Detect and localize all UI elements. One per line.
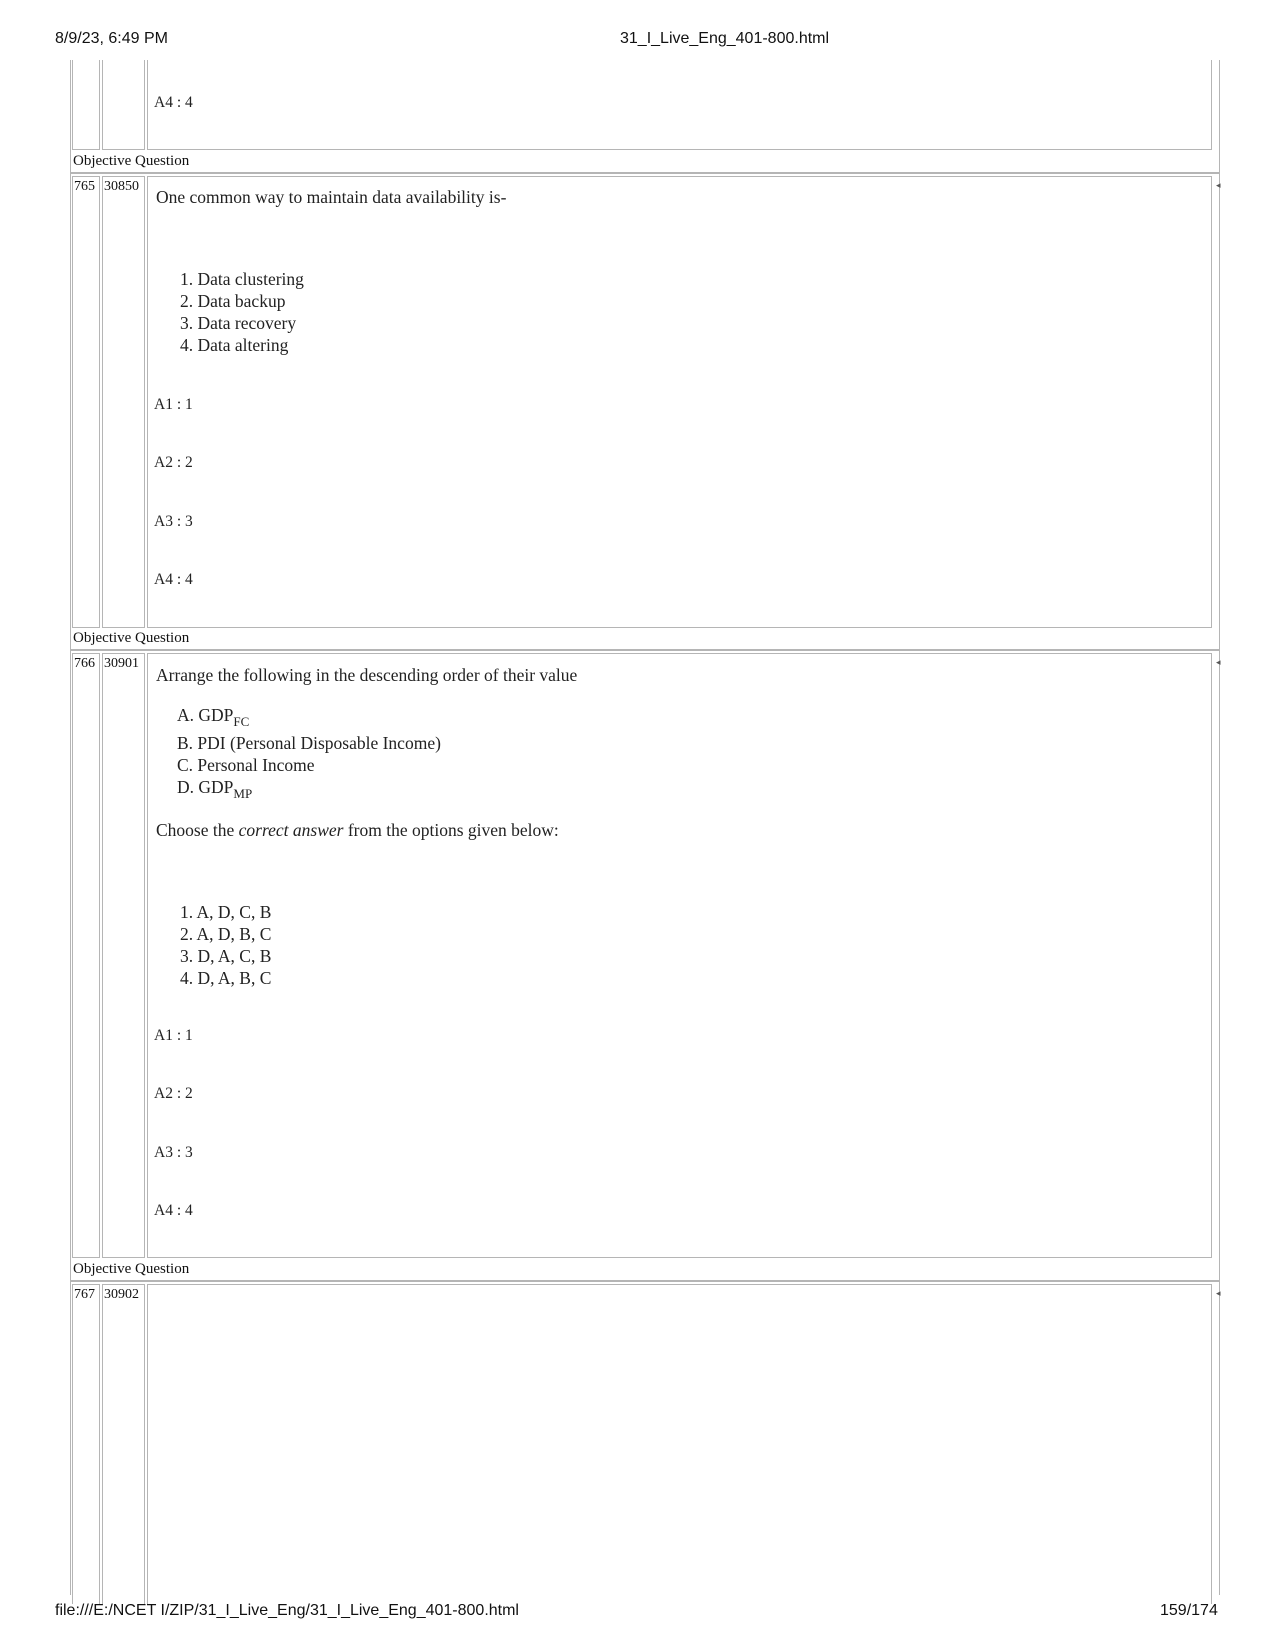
question-id: 30901 (104, 656, 139, 671)
instruction-text: Choose the correct answer from the options given below: (156, 820, 559, 840)
print-datetime: 8/9/23, 6:49 PM (55, 30, 168, 47)
question-id: 30902 (104, 1287, 139, 1302)
answer-a2: A2 : 2 (154, 1085, 193, 1102)
print-file-path: file:///E:/NCET I/ZIP/31_I_Live_Eng/31_I_Live_Eng_401-800.html (55, 1602, 519, 1619)
serial-number: 767 (74, 1287, 95, 1302)
answer-a4: A4 : 4 (154, 571, 193, 588)
answer-a3: A3 : 3 (154, 513, 193, 530)
option-1: 1. A, D, C, B (180, 902, 272, 922)
option-4: 4. D, A, B, C (180, 968, 272, 988)
serial-number: 766 (74, 656, 95, 671)
serial-cell (72, 653, 100, 1258)
print-title: 31_I_Live_Eng_401-800.html (620, 30, 830, 47)
question-content-cell (147, 176, 1212, 628)
question-id-cell (102, 653, 145, 1258)
objective-question-label: Objective Question (73, 153, 190, 169)
option-2: 2. Data backup (180, 291, 286, 311)
objective-question-label: Objective Question (73, 1261, 190, 1277)
option-1: 1. Data clustering (180, 269, 304, 289)
question-content-cell (147, 1284, 1212, 1604)
objective-question-label: Objective Question (73, 630, 190, 646)
serial-cell (72, 1284, 100, 1604)
answer-a1: A1 : 1 (154, 1027, 193, 1044)
serial-cell (72, 176, 100, 628)
option-4: 4. Data altering (180, 335, 289, 355)
option-3: 3. Data recovery (180, 313, 297, 333)
item-b: B. PDI (Personal Disposable Income) (177, 733, 441, 753)
answer-a3: A3 : 3 (154, 1144, 193, 1161)
answer-a2: A2 : 2 (154, 454, 193, 471)
question-text: One common way to maintain data availability is- (156, 187, 507, 207)
item-d: D. $GDP_{MP}$ (177, 777, 253, 801)
answer-a4: A4 : 4 (154, 1202, 193, 1219)
question-id-cell (102, 176, 145, 628)
serial-number: 765 (74, 179, 95, 194)
item-c: C. Personal Income (177, 755, 315, 775)
answer-a1: A1 : 1 (154, 396, 193, 413)
option-2: 2. A, D, B, C (180, 924, 272, 944)
question-id-cell (102, 1284, 145, 1604)
question-id: 30850 (104, 179, 139, 194)
option-3: 3. D, A, C, B (180, 946, 272, 966)
print-page-number: 159/174 (1160, 1602, 1218, 1619)
item-a: A. $GDP_{FC}$ (177, 705, 250, 729)
question-text: Arrange the following in the descending order of their value (156, 665, 578, 685)
answer-a4: A4 : 4 (154, 94, 193, 111)
